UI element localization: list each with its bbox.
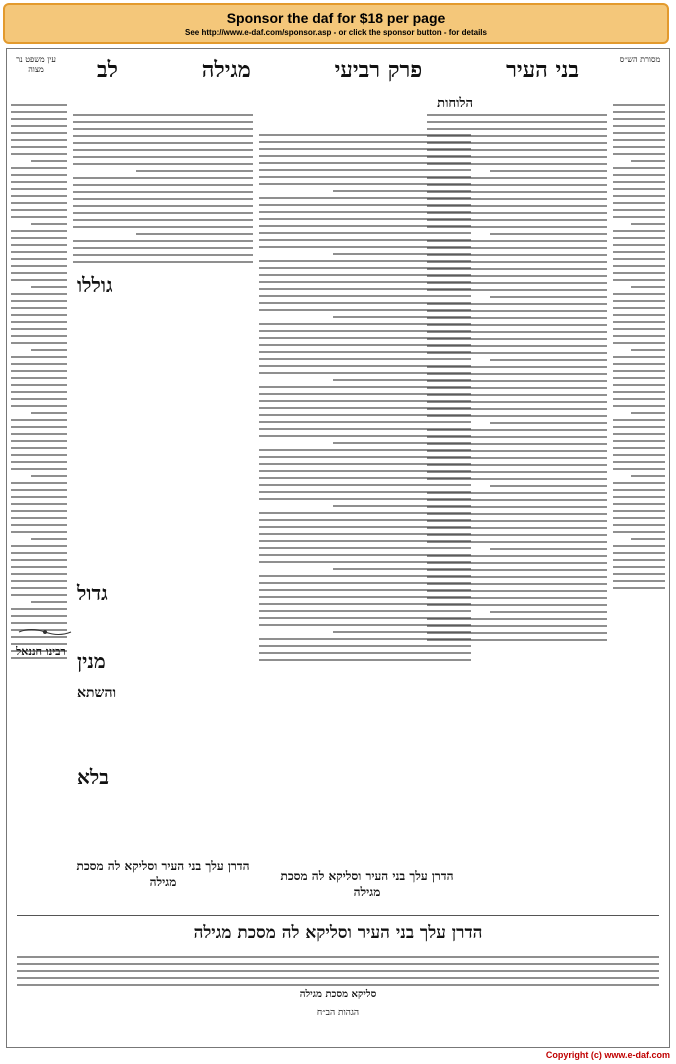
text-line bbox=[259, 659, 471, 661]
text-line bbox=[11, 377, 67, 379]
text-line bbox=[11, 167, 67, 169]
text-line bbox=[11, 503, 67, 505]
text-line bbox=[11, 125, 67, 127]
text-line bbox=[73, 184, 253, 186]
text-line bbox=[11, 454, 67, 456]
text-line bbox=[11, 216, 67, 218]
masoret-hashas-label: מסורת הש״ס bbox=[619, 55, 661, 64]
text-line bbox=[11, 104, 67, 106]
text-line bbox=[259, 134, 471, 136]
text-line bbox=[259, 344, 471, 346]
text-line bbox=[490, 548, 607, 550]
text-line bbox=[11, 153, 67, 155]
text-line bbox=[613, 370, 665, 372]
text-line bbox=[11, 559, 67, 561]
sponsor-title: Sponsor the daf for $18 per page bbox=[226, 10, 446, 26]
text-line bbox=[259, 267, 471, 269]
text-line bbox=[613, 356, 665, 358]
text-line bbox=[613, 524, 665, 526]
text-line bbox=[73, 156, 253, 158]
text-line bbox=[613, 139, 665, 141]
text-line bbox=[11, 293, 67, 295]
text-line bbox=[613, 104, 665, 106]
text-line bbox=[259, 589, 471, 591]
text-line bbox=[613, 447, 665, 449]
text-line bbox=[613, 209, 665, 211]
text-line bbox=[333, 631, 471, 633]
text-line bbox=[259, 197, 471, 199]
hadran-tosafot: הדרן עלך בני העיר וסליקא לה מסכת מגילה bbox=[76, 859, 250, 889]
copyright-link[interactable]: Copyright (c) www.e-daf.com bbox=[545, 1050, 670, 1060]
text-line bbox=[11, 608, 67, 610]
text-line bbox=[259, 232, 471, 234]
page-number: לב bbox=[97, 57, 118, 83]
text-line bbox=[259, 141, 471, 143]
text-line bbox=[259, 645, 471, 647]
text-line bbox=[73, 191, 253, 193]
tractate-name: מגילה bbox=[201, 57, 251, 83]
tosafot-heading-golel: גוללו bbox=[77, 273, 113, 297]
text-line bbox=[73, 163, 253, 165]
text-line bbox=[259, 246, 471, 248]
text-line bbox=[11, 461, 67, 463]
text-line bbox=[11, 139, 67, 141]
text-line bbox=[31, 475, 67, 477]
text-line bbox=[490, 296, 607, 298]
text-line bbox=[11, 209, 67, 211]
text-line bbox=[259, 638, 471, 640]
text-line bbox=[11, 489, 67, 491]
text-line bbox=[259, 491, 471, 493]
text-line bbox=[17, 963, 659, 965]
text-line bbox=[11, 335, 67, 337]
text-line bbox=[613, 251, 665, 253]
text-line bbox=[259, 407, 471, 409]
text-line bbox=[11, 391, 67, 393]
text-line bbox=[259, 519, 471, 521]
text-line bbox=[11, 447, 67, 449]
text-line bbox=[613, 482, 665, 484]
text-line bbox=[613, 545, 665, 547]
text-line bbox=[259, 358, 471, 360]
text-line bbox=[333, 316, 471, 318]
text-line bbox=[11, 580, 67, 582]
text-line bbox=[259, 288, 471, 290]
text-line bbox=[259, 323, 471, 325]
text-line bbox=[613, 153, 665, 155]
text-line bbox=[259, 554, 471, 556]
text-line bbox=[11, 342, 67, 344]
text-line bbox=[11, 545, 67, 547]
text-line bbox=[613, 244, 665, 246]
text-line bbox=[11, 111, 67, 113]
text-line bbox=[631, 475, 665, 477]
text-line bbox=[11, 188, 67, 190]
text-line bbox=[73, 198, 253, 200]
text-line bbox=[11, 300, 67, 302]
text-line bbox=[73, 261, 253, 263]
text-line bbox=[333, 190, 471, 192]
text-line bbox=[613, 188, 665, 190]
text-line bbox=[259, 155, 471, 157]
text-line bbox=[613, 440, 665, 442]
text-line bbox=[259, 351, 471, 353]
text-line bbox=[11, 244, 67, 246]
text-line bbox=[613, 111, 665, 113]
text-line bbox=[11, 517, 67, 519]
text-line bbox=[259, 652, 471, 654]
text-line bbox=[11, 146, 67, 148]
text-line bbox=[11, 566, 67, 568]
text-line bbox=[11, 181, 67, 183]
tosafot-heading-vehashta: והשתא bbox=[77, 685, 117, 701]
text-line bbox=[259, 449, 471, 451]
text-line bbox=[259, 624, 471, 626]
text-line bbox=[490, 485, 607, 487]
hagahot-title: הגהות הב״ח bbox=[316, 1008, 360, 1018]
text-line bbox=[613, 517, 665, 519]
text-line bbox=[613, 559, 665, 561]
text-line bbox=[333, 442, 471, 444]
text-line bbox=[333, 253, 471, 255]
text-line bbox=[259, 582, 471, 584]
text-line bbox=[31, 160, 67, 162]
text-line bbox=[613, 419, 665, 421]
text-line bbox=[613, 377, 665, 379]
text-line bbox=[11, 258, 67, 260]
text-line bbox=[259, 176, 471, 178]
text-line bbox=[259, 540, 471, 542]
text-line bbox=[613, 125, 665, 127]
text-line bbox=[11, 314, 67, 316]
text-line bbox=[73, 247, 253, 249]
text-line bbox=[17, 977, 659, 979]
tosafot-commentary bbox=[73, 109, 253, 709]
text-line bbox=[136, 170, 253, 172]
tosafot-heading-bela: בלא bbox=[77, 765, 109, 789]
text-line bbox=[11, 524, 67, 526]
sponsor-banner[interactable] bbox=[3, 3, 669, 44]
text-line bbox=[31, 223, 67, 225]
text-line bbox=[31, 538, 67, 540]
text-line bbox=[490, 233, 607, 235]
text-line bbox=[613, 552, 665, 554]
text-line bbox=[11, 370, 67, 372]
text-line bbox=[259, 435, 471, 437]
text-line bbox=[631, 223, 665, 225]
text-line bbox=[31, 601, 67, 603]
text-line bbox=[613, 580, 665, 582]
text-line bbox=[613, 461, 665, 463]
text-line bbox=[259, 162, 471, 164]
text-line bbox=[11, 321, 67, 323]
text-line bbox=[427, 121, 607, 123]
text-line bbox=[11, 279, 67, 281]
text-line bbox=[613, 454, 665, 456]
text-line bbox=[613, 258, 665, 260]
text-line bbox=[11, 622, 67, 624]
text-line bbox=[259, 365, 471, 367]
text-line bbox=[259, 148, 471, 150]
text-line bbox=[613, 391, 665, 393]
text-line bbox=[613, 433, 665, 435]
text-line bbox=[11, 356, 67, 358]
text-line bbox=[11, 237, 67, 239]
talmud-page bbox=[6, 48, 670, 1048]
text-line bbox=[631, 286, 665, 288]
text-line bbox=[259, 281, 471, 283]
text-line bbox=[613, 321, 665, 323]
text-line bbox=[613, 314, 665, 316]
text-line bbox=[31, 412, 67, 414]
hadran-main-title: הדרן עלך בני העיר וסליקא לה מסכת מגילה bbox=[193, 923, 483, 943]
text-line bbox=[259, 533, 471, 535]
rabenu-chananel-heading: רבינו חננאל bbox=[16, 645, 66, 658]
text-line bbox=[31, 286, 67, 288]
text-line bbox=[11, 202, 67, 204]
text-line bbox=[259, 421, 471, 423]
page-header bbox=[7, 53, 669, 93]
text-line bbox=[333, 505, 471, 507]
text-line bbox=[11, 384, 67, 386]
text-line bbox=[613, 573, 665, 575]
text-line bbox=[613, 405, 665, 407]
chapter-number: פרק רביעי bbox=[334, 57, 423, 83]
text-line bbox=[11, 118, 67, 120]
text-line bbox=[613, 328, 665, 330]
text-line bbox=[631, 349, 665, 351]
text-line bbox=[11, 398, 67, 400]
text-line bbox=[259, 204, 471, 206]
tosafot-heading-minan: מנין bbox=[77, 649, 106, 673]
ein-mishpat-label: עין משפט נר מצוה bbox=[16, 55, 56, 74]
text-line bbox=[17, 970, 659, 972]
text-line bbox=[613, 587, 665, 589]
text-line bbox=[11, 440, 67, 442]
text-line bbox=[259, 414, 471, 416]
text-line bbox=[259, 337, 471, 339]
text-line bbox=[613, 279, 665, 281]
text-line bbox=[11, 419, 67, 421]
text-line bbox=[259, 372, 471, 374]
text-line bbox=[613, 307, 665, 309]
text-line bbox=[11, 272, 67, 274]
text-line bbox=[613, 510, 665, 512]
text-line bbox=[11, 496, 67, 498]
text-line bbox=[73, 121, 253, 123]
text-line bbox=[11, 426, 67, 428]
text-line bbox=[73, 254, 253, 256]
text-line bbox=[613, 468, 665, 470]
text-line bbox=[259, 393, 471, 395]
text-line bbox=[259, 239, 471, 241]
text-line bbox=[259, 169, 471, 171]
text-line bbox=[259, 484, 471, 486]
text-line bbox=[613, 118, 665, 120]
text-line bbox=[259, 260, 471, 262]
text-line bbox=[73, 128, 253, 130]
text-line bbox=[613, 272, 665, 274]
text-line bbox=[259, 274, 471, 276]
ein-mishpat-column bbox=[11, 99, 67, 739]
text-line bbox=[259, 218, 471, 220]
text-line bbox=[11, 510, 67, 512]
text-line bbox=[259, 470, 471, 472]
ornament-divider bbox=[17, 627, 73, 637]
text-line bbox=[259, 183, 471, 185]
text-line bbox=[11, 265, 67, 267]
text-line bbox=[259, 302, 471, 304]
text-line bbox=[613, 167, 665, 169]
text-line bbox=[11, 552, 67, 554]
text-line bbox=[259, 386, 471, 388]
text-line bbox=[11, 174, 67, 176]
text-line bbox=[613, 531, 665, 533]
chapter-name: בני העיר bbox=[506, 57, 579, 83]
text-line bbox=[11, 468, 67, 470]
text-line bbox=[490, 422, 607, 424]
text-line bbox=[490, 170, 607, 172]
text-line bbox=[613, 216, 665, 218]
text-line bbox=[259, 526, 471, 528]
text-line bbox=[11, 132, 67, 134]
text-line bbox=[259, 561, 471, 563]
text-line bbox=[490, 359, 607, 361]
text-line bbox=[613, 181, 665, 183]
hadran-gemara: הדרן עלך בני העיר וסליקא לה מסכת מגילה bbox=[280, 869, 454, 899]
text-line bbox=[613, 300, 665, 302]
text-line bbox=[613, 384, 665, 386]
text-line bbox=[73, 240, 253, 242]
text-line bbox=[11, 587, 67, 589]
text-line bbox=[259, 610, 471, 612]
text-line bbox=[73, 205, 253, 207]
text-line bbox=[613, 202, 665, 204]
text-line bbox=[73, 226, 253, 228]
text-line bbox=[259, 596, 471, 598]
text-line bbox=[613, 342, 665, 344]
text-line bbox=[73, 135, 253, 137]
text-line bbox=[613, 174, 665, 176]
text-line bbox=[613, 426, 665, 428]
text-line bbox=[73, 114, 253, 116]
text-line bbox=[613, 503, 665, 505]
text-line bbox=[613, 363, 665, 365]
text-line bbox=[11, 433, 67, 435]
text-line bbox=[613, 265, 665, 267]
text-line bbox=[73, 142, 253, 144]
text-line bbox=[259, 617, 471, 619]
text-line bbox=[613, 237, 665, 239]
text-line bbox=[73, 149, 253, 151]
text-line bbox=[259, 575, 471, 577]
text-line bbox=[73, 212, 253, 214]
text-line bbox=[73, 219, 253, 221]
text-line bbox=[613, 489, 665, 491]
text-line bbox=[259, 211, 471, 213]
siyum-title: סליקא מסכת מגילה bbox=[299, 989, 377, 1000]
text-line bbox=[11, 251, 67, 253]
text-line bbox=[11, 328, 67, 330]
text-line bbox=[259, 295, 471, 297]
text-line bbox=[136, 233, 253, 235]
text-line bbox=[11, 573, 67, 575]
text-line bbox=[11, 363, 67, 365]
text-line bbox=[259, 330, 471, 332]
gemara-heading: הלוחות bbox=[437, 96, 473, 111]
text-line bbox=[259, 477, 471, 479]
text-line bbox=[259, 463, 471, 465]
text-line bbox=[613, 132, 665, 134]
text-line bbox=[613, 146, 665, 148]
text-line bbox=[631, 538, 665, 540]
text-line bbox=[259, 512, 471, 514]
text-line bbox=[427, 114, 607, 116]
text-line bbox=[73, 177, 253, 179]
text-line bbox=[613, 566, 665, 568]
text-line bbox=[11, 307, 67, 309]
text-line bbox=[259, 309, 471, 311]
text-line bbox=[11, 405, 67, 407]
text-line bbox=[259, 603, 471, 605]
text-line bbox=[631, 412, 665, 414]
text-line bbox=[259, 428, 471, 430]
text-line bbox=[11, 482, 67, 484]
text-line bbox=[259, 225, 471, 227]
text-line bbox=[17, 984, 659, 986]
text-line bbox=[11, 531, 67, 533]
text-line bbox=[613, 335, 665, 337]
text-line bbox=[490, 611, 607, 613]
text-line bbox=[17, 956, 659, 958]
text-line bbox=[259, 498, 471, 500]
tosafot-heading-gadol: גדול bbox=[77, 581, 108, 605]
text-line bbox=[259, 456, 471, 458]
text-line bbox=[11, 195, 67, 197]
text-line bbox=[31, 349, 67, 351]
text-line bbox=[259, 547, 471, 549]
text-line bbox=[259, 400, 471, 402]
text-line bbox=[613, 293, 665, 295]
text-line bbox=[333, 568, 471, 570]
text-line bbox=[613, 230, 665, 232]
text-line bbox=[613, 195, 665, 197]
text-line bbox=[11, 615, 67, 617]
sponsor-subtitle: See http://www.e-daf.com/sponsor.asp - or click the sponsor button - for details bbox=[185, 28, 487, 37]
gemara-text bbox=[259, 129, 471, 669]
text-line bbox=[333, 379, 471, 381]
text-line bbox=[613, 496, 665, 498]
section-divider bbox=[17, 915, 659, 916]
masoret-hashas-column bbox=[613, 99, 665, 619]
text-line bbox=[613, 398, 665, 400]
text-line bbox=[631, 160, 665, 162]
text-line bbox=[11, 594, 67, 596]
text-line bbox=[11, 230, 67, 232]
